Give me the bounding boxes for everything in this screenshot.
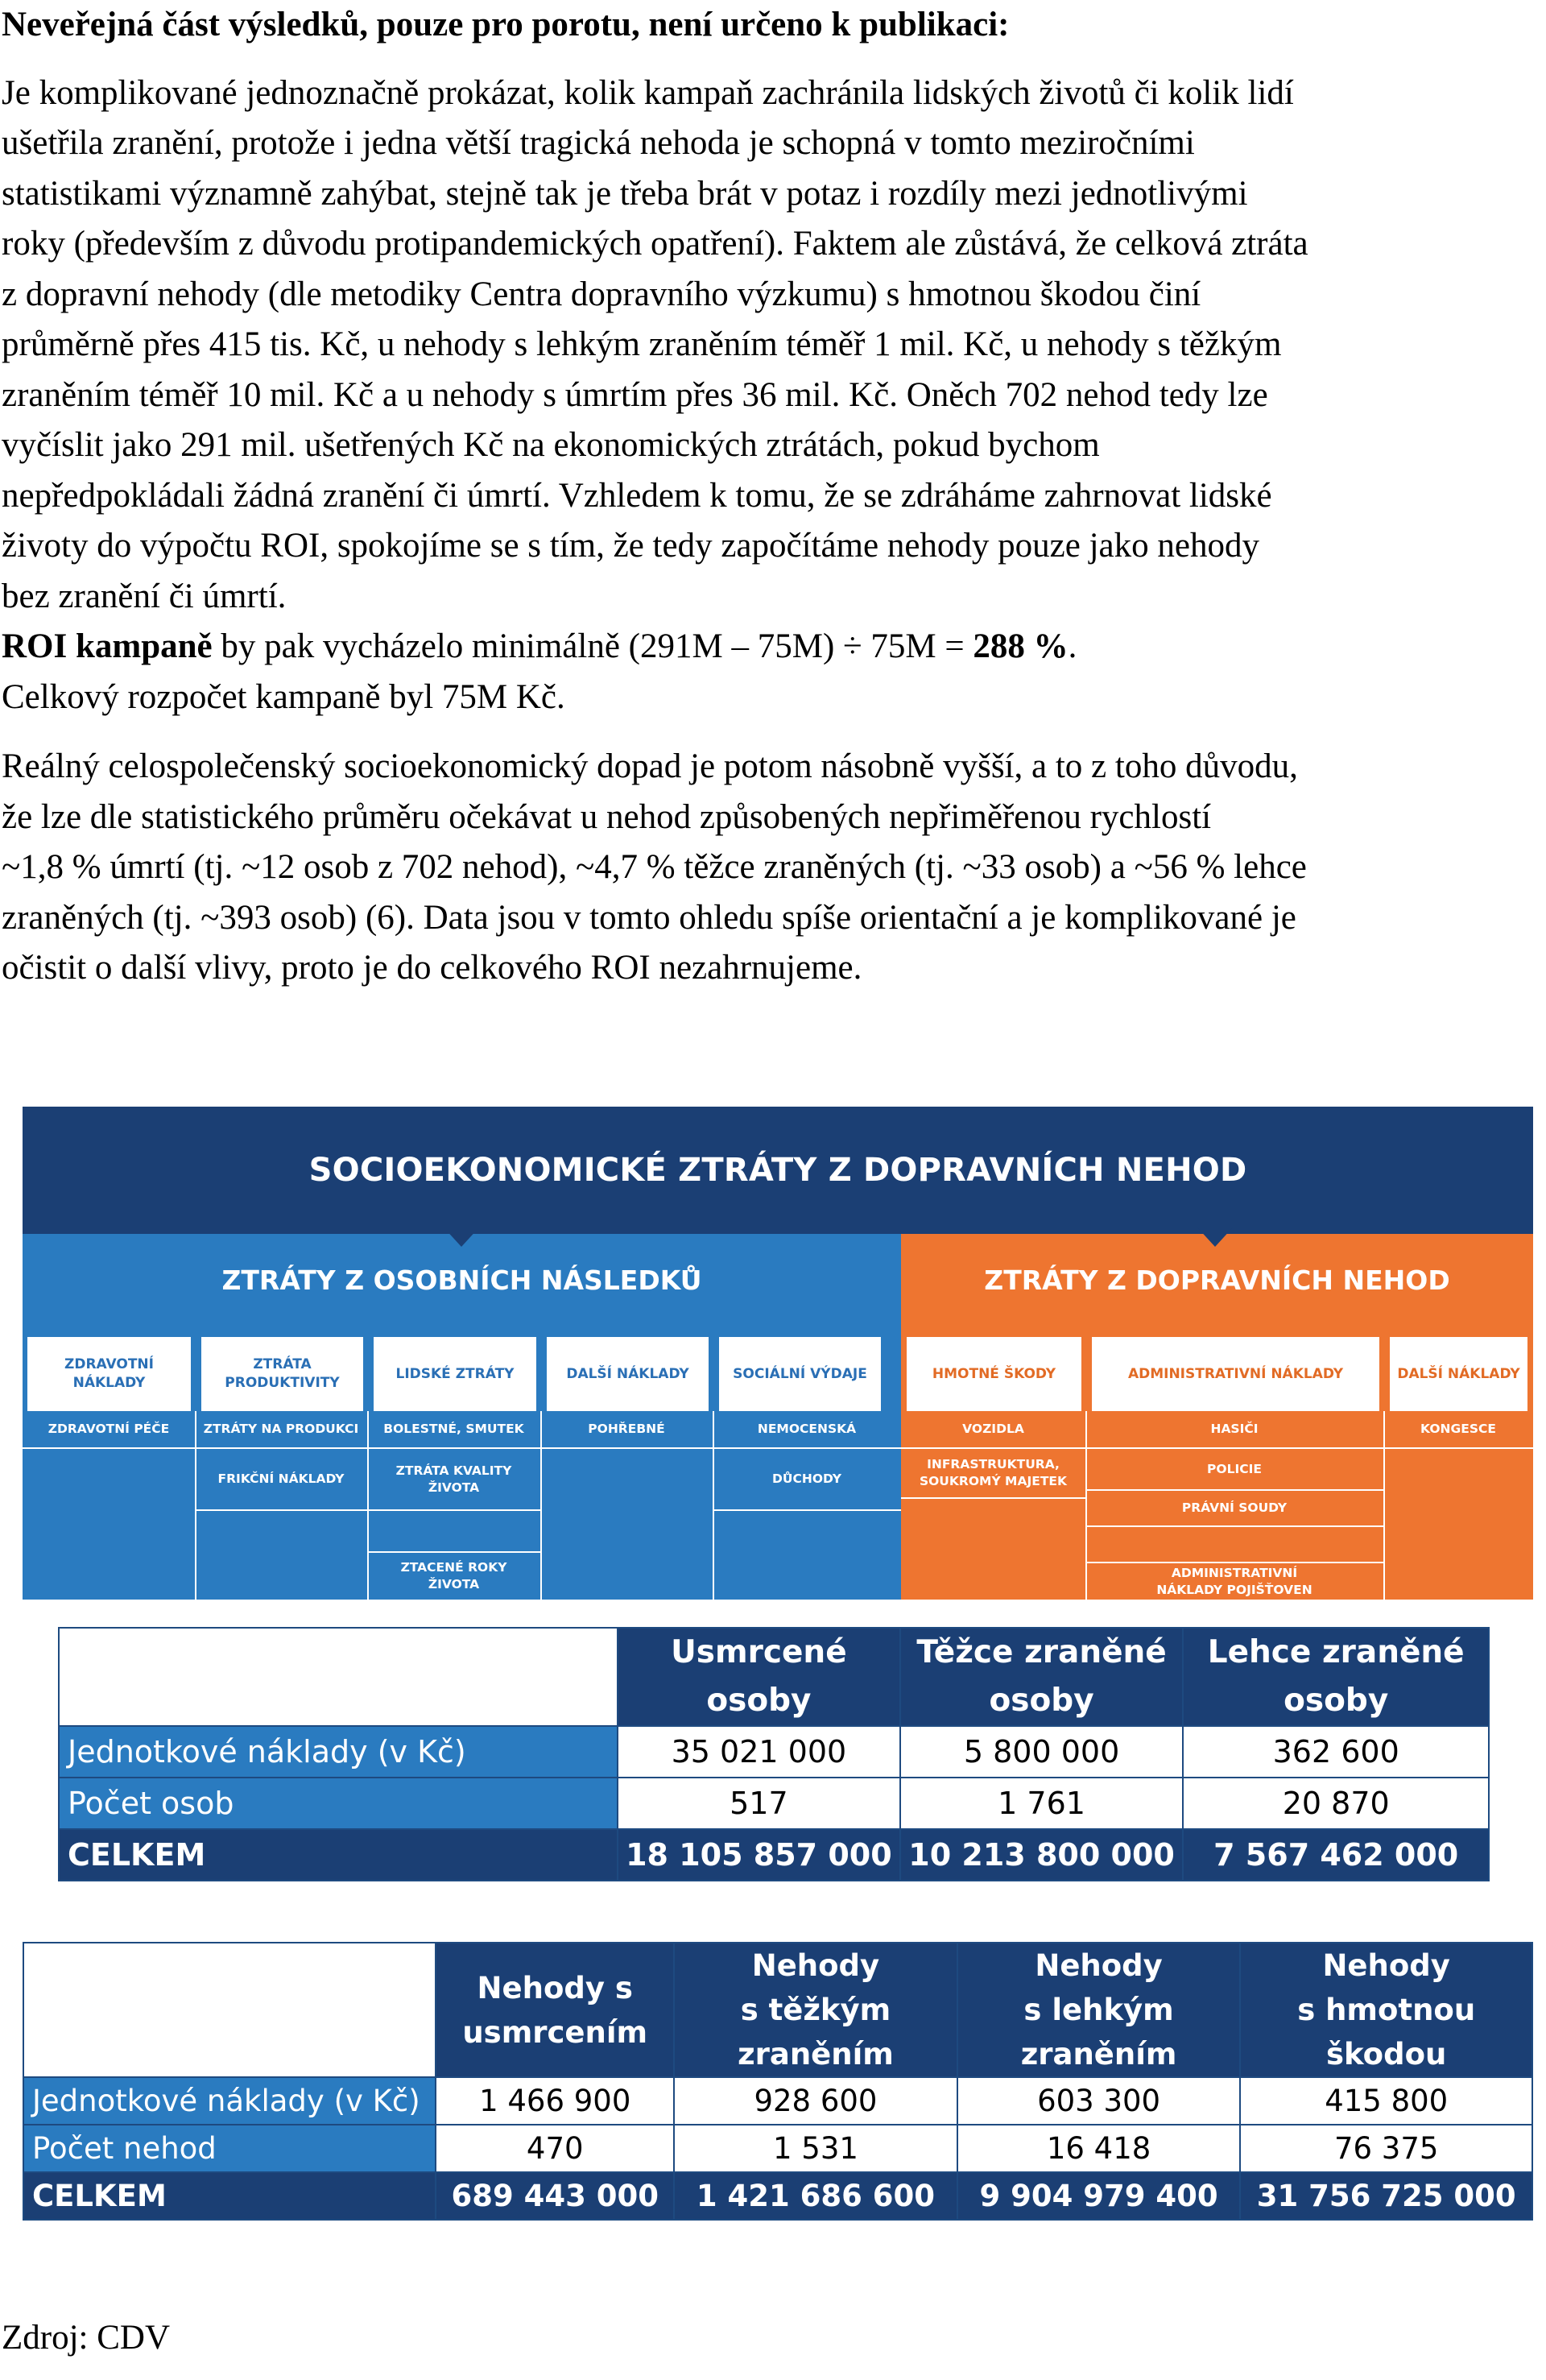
category-administrative-costs: ADMINISTRATIVNÍ NÁKLADY	[1092, 1337, 1379, 1411]
item-vehicles: VOZIDLA	[962, 1422, 1024, 1436]
category-productivity-loss: ZTRÁTA PRODUKTIVITY	[201, 1337, 363, 1411]
text-line: statistikami významně zahýbat, stejně tak je třeba brát v potaz i rozdíly mezi jednotlivými	[2, 174, 1248, 213]
item-production-losses: ZTRÁTY NA PRODUKCI	[203, 1422, 359, 1436]
text-line: ~1,8 % úmrtí (tj. ~12 osob z 702 nehod), ~4,7 % těžce zraněných (tj. ~33 osob) a ~56 % lehce	[2, 848, 1307, 886]
item-pain-grief: BOLESTNÉ, SMUTEK	[383, 1422, 524, 1436]
row-divider	[195, 1509, 368, 1511]
text-line: nepředpokládali žádná zranění či úmrtí. Vzhledem k tomu, že se zdráháme zahrnovat lidské	[2, 476, 1272, 515]
item-sickness-benefit: NEMOCENSKÁ	[757, 1422, 857, 1436]
row-divider	[367, 1509, 540, 1511]
confidential-heading: Neveřejná část výsledků, pouze pro porotu, není určeno k publikaci:	[2, 6, 1010, 43]
row-divider	[713, 1509, 901, 1511]
table-row	[23, 2125, 1532, 2172]
text-line: zraněných (tj. ~393 osob) (6). Data jsou v tomto ohledu spíše orientační a je komplikované je	[2, 898, 1296, 937]
row-divider	[901, 1497, 1085, 1499]
item-health-care: ZDRAVOTNÍ PÉČE	[48, 1422, 170, 1436]
source-note: Zdroj: CDV	[2, 2319, 171, 2357]
row-label-unit-costs: Jednotkové náklady (v Kč)	[23, 2077, 436, 2125]
category-other-costs: DALŠÍ NÁKLADY	[547, 1337, 709, 1411]
table-cell: 362 600	[1183, 1726, 1489, 1778]
table-cell: 415 800	[1240, 2077, 1532, 2125]
total-cell: 9 904 979 400	[957, 2172, 1241, 2220]
document-body	[2, 0, 1544, 994]
header-fatal-accidents: Nehody s usmrcením	[436, 1943, 674, 2077]
item-friction-costs: FRIKČNÍ NÁKLADY	[217, 1471, 345, 1486]
table-cell: 517	[618, 1778, 900, 1829]
item-funeral: POHŘEBNÉ	[588, 1422, 665, 1436]
category-human-losses: LIDSKÉ ZTRÁTY	[374, 1337, 536, 1411]
category-social-expenses: SOCIÁLNÍ VÝDAJE	[719, 1337, 881, 1411]
table-cell: 1 466 900	[436, 2077, 674, 2125]
total-cell: 689 443 000	[436, 2172, 674, 2220]
text-line: vyčíslit jako 291 mil. ušetřených Kč na ekonomických ztrátách, pokud bychom	[2, 426, 1100, 464]
header-serious-injury-accidents: Nehody s těžkým zraněním	[674, 1943, 957, 2077]
item-firefighters: HASIČI	[1210, 1422, 1259, 1436]
table-total-row	[23, 2172, 1532, 2220]
total-cell: 31 756 725 000	[1240, 2172, 1532, 2220]
table-cell: 20 870	[1183, 1778, 1489, 1829]
row-label-total: CELKEM	[59, 1829, 618, 1881]
text-line: bez zranění či úmrtí.	[2, 577, 287, 615]
roi-value: 288 %	[973, 627, 1069, 665]
row-label-accident-count: Počet nehod	[23, 2125, 436, 2172]
text-line: očistit o další vlivy, proto je do celkového ROI nezahrnujeme.	[2, 949, 862, 987]
header-light-injury-accidents: Nehody s lehkým zraněním	[957, 1943, 1241, 2077]
table-cell: 35 021 000	[618, 1726, 900, 1778]
text-line: ušetřila zranění, protože i jedna větší tragická nehoda je schopná v tomto meziročními	[2, 124, 1195, 162]
table-cell: 1 531	[674, 2125, 957, 2172]
table-corner-cell	[59, 1628, 618, 1726]
item-quality-of-life-loss: ZTRÁTA KVALITY ŽIVOTA	[395, 1463, 512, 1495]
table-corner-cell	[23, 1943, 436, 2077]
header-lightly-injured: Lehce zraněné osoby	[1183, 1628, 1489, 1726]
table-cell: 16 418	[957, 2125, 1241, 2172]
total-cell: 10 213 800 000	[900, 1829, 1184, 1881]
row-label-total: CELKEM	[23, 2172, 436, 2220]
text-line: z dopravní nehody (dle metodiky Centra dopravního výzkumu) s hmotnou škodou činí	[2, 275, 1201, 313]
accident-losses-title: ZTRÁTY Z DOPRAVNÍCH NEHOD	[984, 1264, 1450, 1296]
budget-line: Celkový rozpočet kampaně byl 75M Kč.	[2, 677, 565, 716]
table-row	[59, 1726, 1489, 1778]
socioeconomic-losses-infographic	[23, 1107, 1533, 1600]
table-cell: 5 800 000	[900, 1726, 1184, 1778]
item-pensions: DŮCHODY	[772, 1471, 841, 1486]
accidents-cost-table	[23, 1942, 1533, 2221]
personal-losses-title: ZTRÁTY Z OSOBNÍCH NÁSLEDKŮ	[221, 1264, 702, 1296]
item-congestion: KONGESCE	[1420, 1422, 1496, 1436]
item-lost-life-years: ZTACENÉ ROKY ŽIVOTA	[400, 1560, 507, 1591]
total-cell: 7 567 462 000	[1183, 1829, 1489, 1881]
text-line: že lze dle statistického průměru očekávat u nehod způsobených nepřiměřenou rychlostí	[2, 797, 1212, 836]
persons-cost-table	[58, 1627, 1490, 1881]
total-cell: 1 421 686 600	[674, 2172, 957, 2220]
text-line: průměrně přes 415 tis. Kč, u nehody s lehkým zraněním téměř 1 mil. Kč, u nehody s těžkým	[2, 325, 1282, 363]
table-header-row	[23, 1943, 1532, 2077]
category-other-costs-accident: DALŠÍ NÁKLADY	[1390, 1337, 1527, 1411]
row-divider	[1085, 1525, 1383, 1527]
text-line: roky (především z důvodu protipandemických opatření). Faktem ale zůstává, že celková ztráta	[2, 225, 1308, 263]
table-cell: 603 300	[957, 2077, 1241, 2125]
category-material-damage: HMOTNÉ ŠKODY	[907, 1337, 1081, 1411]
text-line: životy do výpočtu ROI, spokojíme se s tím, že tedy započítáme nehody pouze jako nehody	[2, 527, 1259, 565]
paragraph-socioeconomic-impact	[2, 742, 1544, 994]
item-infrastructure-property: INFRASTRUKTURA, SOUKROMÝ MAJETEK	[919, 1457, 1068, 1488]
roi-formula: by pak vycházelo minimálně (291M – 75M) ÷ 75M =	[212, 627, 973, 665]
table-row	[23, 2077, 1532, 2125]
table-total-row	[59, 1829, 1489, 1881]
text-line: Reálný celospolečenský socioekonomický dopad je potom násobně vyšší, a to z toho důvodu,	[2, 747, 1298, 785]
text-line: Je komplikované jednoznačně prokázat, kolik kampaň zachránila lidských životů či kolik lidí	[2, 73, 1294, 112]
item-insurance-admin-costs: ADMINISTRATIVNÍ NÁKLADY POJIŠŤOVEN	[1156, 1565, 1312, 1597]
roi-line	[2, 622, 1544, 673]
paragraph-campaign-impact	[2, 68, 1544, 723]
item-legal-courts: PRÁVNÍ SOUDY	[1181, 1500, 1288, 1515]
roi-label: ROI kampaně	[2, 627, 213, 665]
header-killed-persons: Usmrcené osoby	[618, 1628, 900, 1726]
table-cell: 470	[436, 2125, 674, 2172]
row-label-person-count: Počet osob	[59, 1778, 618, 1829]
infographic-title: SOCIOEKONOMICKÉ ZTRÁTY Z DOPRAVNÍCH NEHOD	[308, 1152, 1247, 1189]
row-label-unit-costs: Jednotkové náklady (v Kč)	[59, 1726, 618, 1778]
table-cell: 928 600	[674, 2077, 957, 2125]
total-cell: 18 105 857 000	[618, 1829, 900, 1881]
table-cell: 76 375	[1240, 2125, 1532, 2172]
table-row	[59, 1778, 1489, 1829]
table-cell: 1 761	[900, 1778, 1184, 1829]
header-seriously-injured: Těžce zraněné osoby	[900, 1628, 1184, 1726]
item-police: POLICIE	[1207, 1461, 1262, 1476]
table-header-row	[59, 1628, 1489, 1726]
category-health-costs: ZDRAVOTNÍ NÁKLADY	[27, 1337, 191, 1411]
header-material-damage-accidents: Nehody s hmotnou škodou	[1240, 1943, 1532, 2077]
text-line: zraněním téměř 10 mil. Kč a u nehody s úmrtím přes 36 mil. Kč. Oněch 702 nehod tedy lze	[2, 375, 1268, 414]
roi-period: .	[1068, 627, 1077, 665]
